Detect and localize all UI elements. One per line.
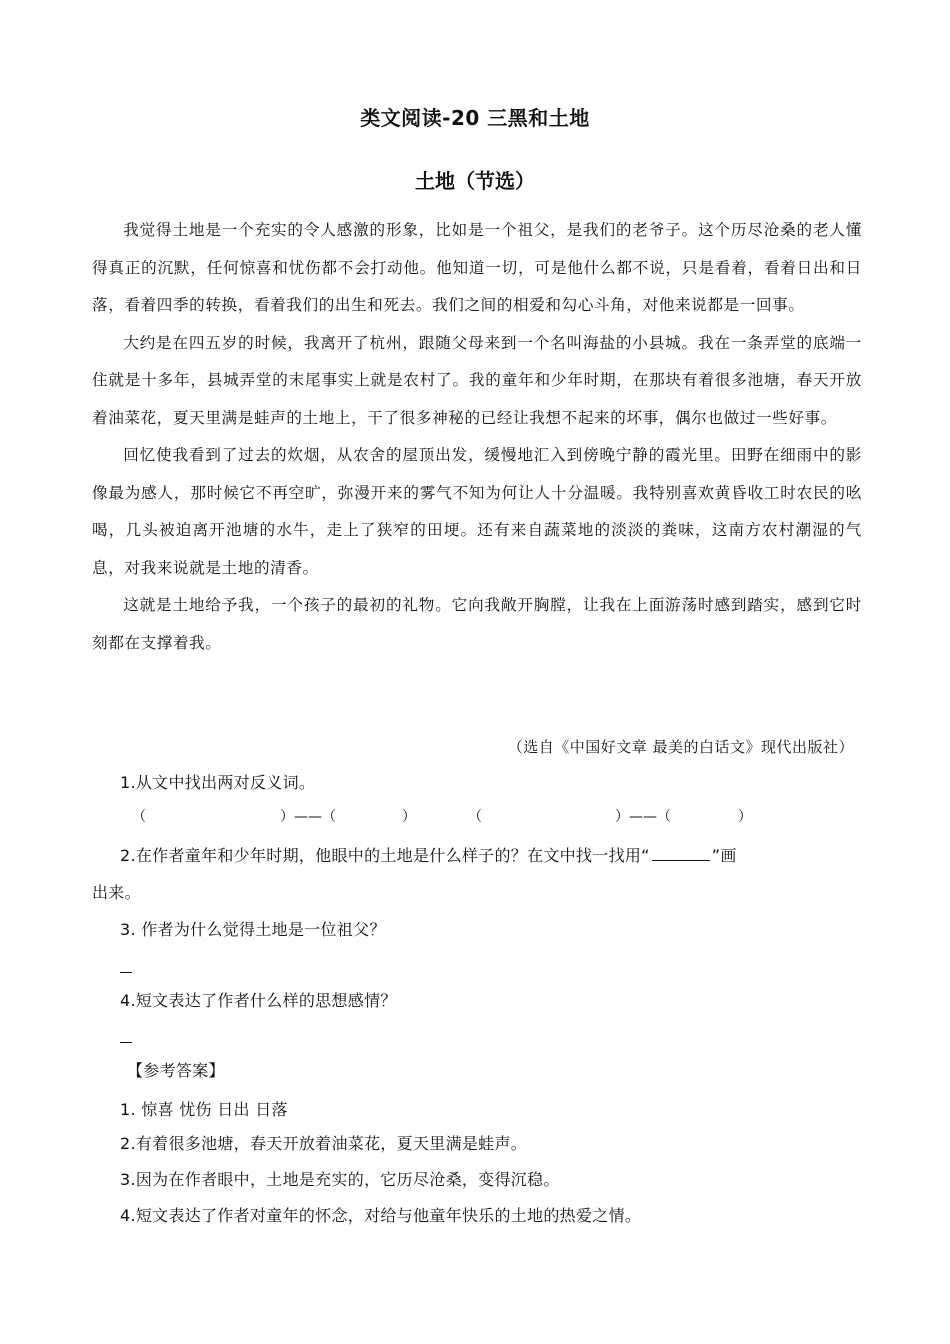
paragraph-1: 我觉得土地是一个充实的令人感激的形象，比如是一个祖父，是我们的老爷子。这个历尽沧桑的老人懂得真正的沉默，任何惊喜和忧伤都不会打动他。他知道一切，可是他什么都不说，只是看着，看着日出和日落，看着四季的转换，看着我们的出生和死去。我们之间的相爱和勾心斗角，对他来说都是一回事。 xyxy=(92,221,862,314)
antonym-blank-2-mid: ）——（ xyxy=(615,809,671,825)
answer-line-4 xyxy=(120,1042,132,1043)
paragraph-2: 大约是在四五岁的时候，我离开了杭州，跟随父母来到一个名叫海盐的小县城。我在一条弄堂的底端一住就是十多年，县城弄堂的末尾事实上就是农村了。我的童年和少年时期，在那块有着很多池塘，春天开放着油菜花，夏天里满是蛙声的土地上，干了很多神秘的已经让我想不起来的坏事，偶尔也做过一些好事。 xyxy=(92,333,862,427)
antonym-blank-1-open: （ xyxy=(132,809,146,825)
antonym-blank-1-mid: ）——（ xyxy=(280,809,336,825)
paragraph-4: 这就是土地给予我，一个孩子的最初的礼物。它向我敞开胸膛，让我在上面游荡时感到踏实，感到它时刻都在支撑着我。 xyxy=(92,596,862,652)
underline-blank xyxy=(652,846,710,861)
answer-3: 3.因为在作者眼中，土地是充实的，它历尽沧桑，变得沉稳。 xyxy=(120,1170,560,1189)
question-2-tail: ”画 xyxy=(711,846,737,865)
answers-header: 【参考答案】 xyxy=(127,1061,225,1080)
answer-line-3 xyxy=(120,972,132,973)
question-1: 1.从文中找出两对反义词。 xyxy=(120,773,316,792)
answer-4: 4.短文表达了作者对童年的怀念，对给与他童年快乐的土地的热爱之情。 xyxy=(120,1206,642,1225)
question-2-text: 2.在作者童年和少年时期，他眼中的土地是什么样子的？在文中找一找用“ xyxy=(120,846,650,865)
source-citation: （选自《中国好文章 最美的白话文》现代出版社） xyxy=(507,738,854,756)
question-2-line-1 xyxy=(92,843,737,866)
article-title: 土地（节选） xyxy=(415,169,535,193)
answer-1: 1. 惊喜 忧伤 日出 日落 xyxy=(120,1100,288,1119)
paragraph-3: 回忆使我看到了过去的炊烟，从农舍的屋顶出发，缓慢地汇入到傍晚宁静的霞光里。田野在细雨中的影像最为感人，那时候它不再空旷，弥漫开来的雾气不知为何让人十分温暖。我特别喜欢黄昏收工时农民的吆喝，几头被迫离开池塘的水牛，走上了狭窄的田埂。还有来自蔬菜地的淡淡的粪味，这南方农村潮湿的气息，对我来说就是土地的清香。 xyxy=(92,446,862,577)
answer-2: 2.有着很多池塘，春天开放着油菜花，夏天里满是蛙声。 xyxy=(120,1134,528,1153)
question-4: 4.短文表达了作者什么样的思想感情？ xyxy=(120,991,397,1010)
antonym-blank-2-close: ） xyxy=(738,809,752,825)
antonym-blank-2-open: （ xyxy=(468,809,482,825)
question-2-line-2: 出来。 xyxy=(92,883,141,902)
document-title: 类文阅读-20 三黑和土地 xyxy=(360,106,590,130)
article-body xyxy=(92,212,862,662)
question-3: 3. 作者为什么觉得土地是一位祖父？ xyxy=(120,920,386,939)
antonym-blank-1-close: ） xyxy=(402,809,416,825)
